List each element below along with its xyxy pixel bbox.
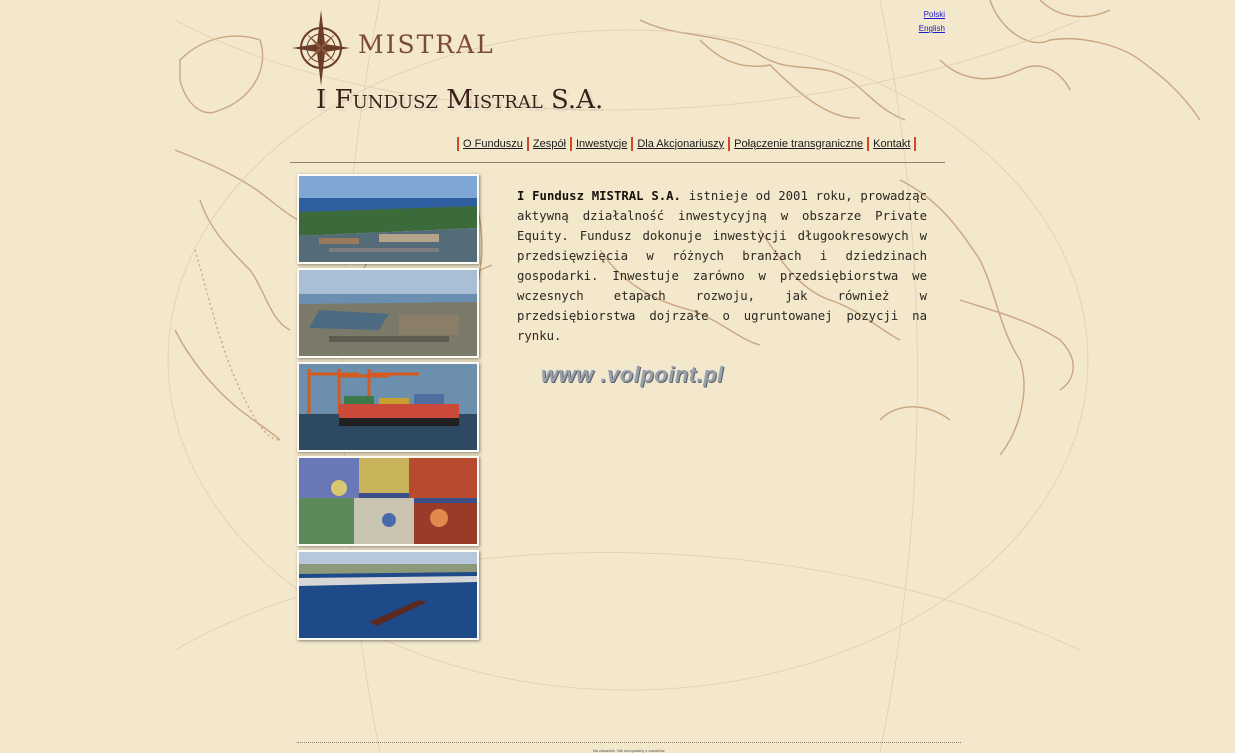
intro-paragraph (517, 186, 927, 346)
header-divider (290, 162, 945, 163)
watermark-text: www .volpoint.pl (541, 362, 724, 387)
harbor-city-photo (297, 268, 479, 358)
page-title: I Fundusz Mistral S.A. (316, 85, 604, 115)
nav-item-polaczenie-transgraniczne[interactable]: Połączenie transgraniczne (734, 137, 864, 150)
nav-separator (457, 137, 459, 151)
language-link-english[interactable]: English (918, 24, 945, 33)
nav-separator (570, 137, 572, 151)
nav-separator (914, 137, 916, 151)
main-nav (453, 136, 920, 151)
nav-item-inwestycje[interactable]: Inwestycje (575, 137, 628, 150)
nav-item-o-funduszu[interactable]: O Funduszu (463, 137, 523, 150)
nav-separator (527, 137, 529, 151)
industrial-materials-photo (297, 456, 479, 546)
mistral-logo[interactable] (290, 8, 495, 88)
footer-text: Na zasadzie. Nie korzystamy z zasobów. (592, 748, 666, 753)
logo-text: MISTRAL (358, 30, 495, 59)
nav-separator (631, 137, 633, 151)
nav-item-zespol[interactable]: Zespół (532, 137, 566, 150)
language-switcher (919, 8, 945, 36)
nav-separator (867, 137, 869, 151)
footer-divider (297, 742, 961, 743)
nav-item-kontakt[interactable]: Kontakt (873, 137, 911, 150)
river-barge-photo (297, 550, 479, 640)
intro-body: istnieje od 2001 roku, prowadząc aktywną działalność inwestycyjną w obszarze Private Equity. Fundusz dokonuje inwestycji długookresowych w przedsięwzięcia w różnych branżach i dziedzinach gospodarki. Inwestuje zarówno w przedsiębiorstwa we wczesnych etapach rozwoju, jak również w przedsiębiorstwa dojrzałe o ugruntowanej pozycji na rynku. (517, 189, 928, 343)
language-link-polski[interactable]: Polski (923, 10, 945, 19)
container-ship-photo (297, 362, 479, 452)
photo-strip (297, 174, 480, 644)
nav-item-dla-akcjonariuszy[interactable]: Dla Akcjonariuszy (637, 137, 725, 150)
port-aerial-photo (297, 174, 479, 264)
compass-rose-icon (290, 8, 352, 88)
nav-separator (728, 137, 730, 151)
intro-lead: I Fundusz MISTRAL S.A. (517, 189, 681, 203)
